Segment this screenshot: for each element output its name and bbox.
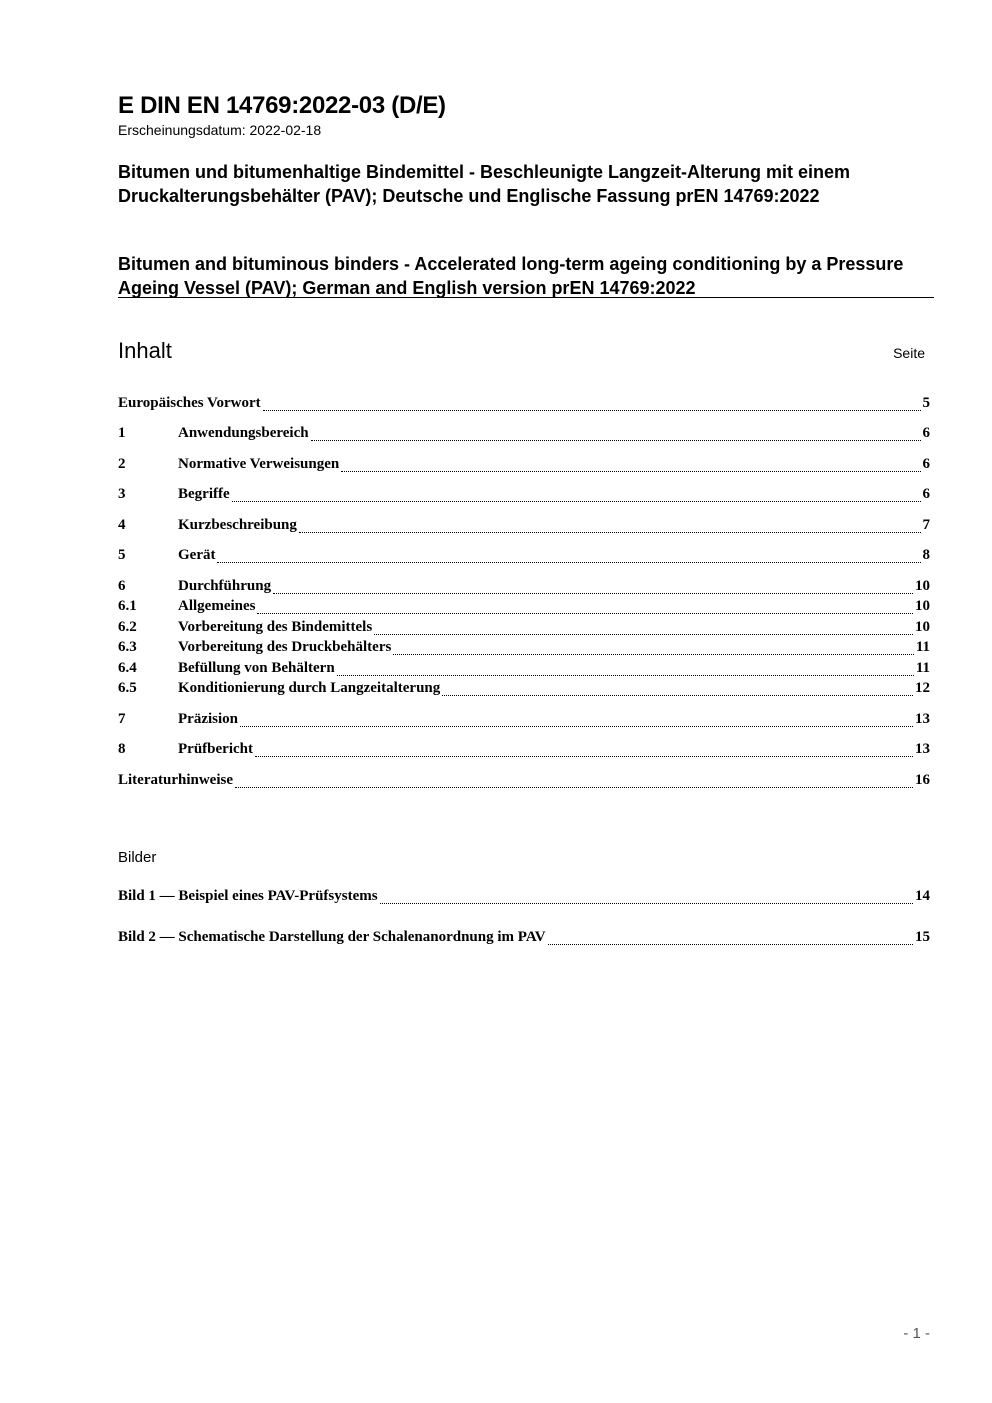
- toc-entry-number: 6.1: [118, 598, 137, 614]
- toc-entry-number: 3: [118, 486, 126, 502]
- toc-entry-title: Anwendungsbereich: [178, 425, 309, 441]
- figure-entry-title: Bild 2 — Schematische Darstellung der Schalenanordnung im PAV: [118, 929, 546, 945]
- toc-entry-4[interactable]: [118, 517, 930, 537]
- toc-entry-number: 8: [118, 741, 126, 757]
- toc-entry-page: 11: [915, 639, 930, 655]
- toc-entry-title: Konditionierung durch Langzeitalterung: [178, 680, 441, 696]
- toc-entry-number: 6.3: [118, 639, 137, 655]
- title-divider: [118, 297, 934, 298]
- toc-entry-5[interactable]: [118, 547, 930, 567]
- page-number: - 1 -: [903, 1325, 930, 1342]
- toc-entry-number: 1: [118, 425, 126, 441]
- toc-entry-3[interactable]: [118, 486, 930, 506]
- list-of-figures: [118, 888, 930, 958]
- toc-entry-page: 13: [915, 741, 930, 757]
- toc-leader-dots: [255, 755, 913, 757]
- toc-entry-2[interactable]: [118, 456, 930, 476]
- toc-entry-page: 5: [922, 395, 930, 411]
- toc-leader-dots: [548, 943, 913, 945]
- contents-heading: Inhalt: [118, 338, 172, 363]
- toc-entry-number: 6.4: [118, 660, 137, 676]
- toc-leader-dots: [337, 674, 914, 676]
- toc-entry-title: Europäisches Vorwort: [118, 395, 261, 411]
- publication-date: Erscheinungsdatum: 2022-02-18: [118, 122, 322, 138]
- toc-entry-page: 6: [922, 486, 930, 502]
- toc-entry-page: 10: [915, 578, 930, 594]
- toc-entry-title: Literaturhinweise: [118, 772, 233, 788]
- toc-leader-dots: [263, 409, 921, 411]
- toc-entry-number: 7: [118, 711, 126, 727]
- toc-entry-title: Prüfbericht: [178, 741, 253, 757]
- toc-entry-6[interactable]: [118, 578, 930, 598]
- figure-entry-1[interactable]: [118, 888, 930, 908]
- toc-leader-dots: [311, 439, 921, 441]
- toc-leader-dots: [235, 786, 913, 788]
- toc-entry-page: 11: [915, 660, 930, 676]
- page-column-heading: Seite: [893, 345, 925, 361]
- toc-leader-dots: [341, 470, 920, 472]
- toc-entry-page: 10: [915, 619, 930, 635]
- title-german: Bitumen und bitumenhaltige Bindemittel - Beschleunigte Langzeit-Alterung mit einem Druckalterungsbehälter (PAV); Deutsche und Englische Fassung prEN 14769:2022: [118, 162, 851, 206]
- toc-entry-page: 8: [922, 547, 930, 563]
- toc-entry-title: Kurzbeschreibung: [178, 517, 297, 533]
- toc-leader-dots: [232, 500, 921, 502]
- toc-leader-dots: [374, 633, 913, 635]
- toc-entry-number: 6: [118, 578, 126, 594]
- toc-entry-6-3[interactable]: [118, 639, 930, 659]
- toc-entry-title: Präzision: [178, 711, 238, 727]
- toc-entry-number: 6.5: [118, 680, 137, 696]
- toc-leader-dots: [273, 592, 913, 594]
- toc-entry-6-1[interactable]: [118, 598, 930, 618]
- toc-entry-number: 2: [118, 456, 126, 472]
- toc-entry-title: Allgemeines: [178, 598, 256, 614]
- toc-leader-dots: [257, 612, 913, 614]
- document-id: E DIN EN 14769:2022-03 (D/E): [118, 92, 446, 119]
- toc-entry-1[interactable]: [118, 425, 930, 445]
- toc-leader-dots: [442, 694, 913, 696]
- toc-entry-number: 6.2: [118, 619, 137, 635]
- toc-entry-foreword[interactable]: [118, 395, 930, 415]
- toc-entry-6-4[interactable]: [118, 660, 930, 680]
- toc-entry-page: 12: [915, 680, 930, 696]
- toc-entry-8[interactable]: [118, 741, 930, 761]
- toc-entry-title: Gerät: [178, 547, 216, 563]
- toc-entry-6-2[interactable]: [118, 619, 930, 639]
- figure-entry-page: 15: [915, 929, 930, 945]
- toc-entry-page: 16: [915, 772, 930, 788]
- toc-entry-title: Vorbereitung des Druckbehälters: [178, 639, 392, 655]
- toc-entry-title: Normative Verweisungen: [178, 456, 340, 472]
- toc-leader-dots: [380, 902, 913, 904]
- toc-entry-page: 10: [915, 598, 930, 614]
- toc-leader-dots: [217, 561, 920, 563]
- toc-entry-title: Begriffe: [178, 486, 230, 502]
- toc-entry-7[interactable]: [118, 711, 930, 731]
- title-english: Bitumen and bituminous binders - Accelerated long-term ageing conditioning by a Pressure Ageing Vessel (PAV); German and English version prEN 14769:2022: [118, 254, 904, 298]
- toc-entry-title: Vorbereitung des Bindemittels: [178, 619, 373, 635]
- toc-entry-bibliography[interactable]: [118, 772, 930, 792]
- table-of-contents: [118, 395, 930, 795]
- figure-entry-title: Bild 1 — Beispiel eines PAV-Prüfsystems: [118, 888, 378, 904]
- toc-entry-page: 6: [922, 425, 930, 441]
- toc-entry-number: 5: [118, 547, 126, 563]
- figure-entry-page: 14: [915, 888, 930, 904]
- toc-entry-number: 4: [118, 517, 126, 533]
- figure-entry-2[interactable]: [118, 929, 930, 949]
- toc-entry-title: Durchführung: [178, 578, 272, 594]
- toc-leader-dots: [240, 725, 913, 727]
- toc-entry-6-5[interactable]: [118, 680, 930, 700]
- toc-entry-page: 6: [922, 456, 930, 472]
- toc-entry-page: 7: [922, 517, 930, 533]
- toc-leader-dots: [299, 531, 921, 533]
- toc-leader-dots: [393, 653, 913, 655]
- figures-heading: Bilder: [118, 849, 157, 866]
- toc-entry-title: Befüllung von Behältern: [178, 660, 335, 676]
- toc-entry-page: 13: [915, 711, 930, 727]
